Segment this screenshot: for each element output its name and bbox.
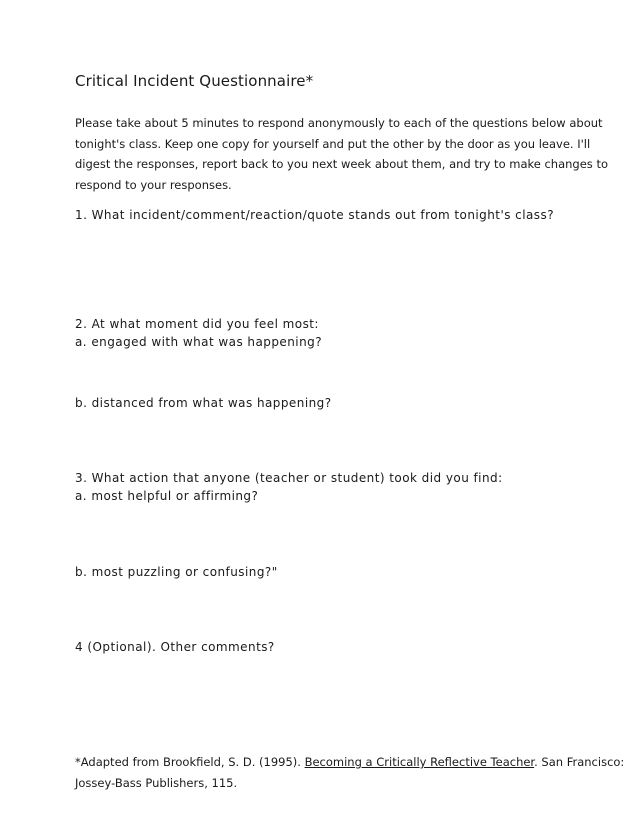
instructions-line: Please take about 5 minutes to respond anonymously to each of the questions below about (75, 116, 603, 130)
citation-prefix: *Adapted from Brookfield, S. D. (1995). (75, 755, 305, 769)
instructions-line: respond to your responses. (75, 177, 232, 192)
citation-line-1 (75, 752, 625, 773)
question-2: 2. At what moment did you feel most: (75, 317, 319, 331)
citation-book-title: Becoming a Critically Reflective Teacher (304, 755, 535, 769)
instructions-line: tonight's class. Keep one copy for yourself and put the other by the door as you leave. I'll (75, 136, 591, 151)
question-3: 3. What action that anyone (teacher or student) took did you find: (75, 471, 503, 485)
question-3a: a. most helpful or affirming? (75, 489, 259, 503)
citation-suffix: . San Francisco: (534, 755, 625, 769)
citation-footnote (75, 752, 625, 794)
instructions-line: digest the responses, report back to you next week about them, and try to make changes to (75, 157, 608, 171)
question-1: 1. What incident/comment/reaction/quote stands out from tonight's class? (75, 208, 555, 222)
page-title: Critical Incident Questionnaire* (75, 72, 314, 90)
question-3b: b. most puzzling or confusing?" (75, 565, 278, 579)
question-2b: b. distanced from what was happening? (75, 396, 332, 410)
instructions-paragraph (75, 113, 608, 195)
question-2a: a. engaged with what was happening? (75, 335, 323, 349)
citation-line-2: Jossey-Bass Publishers, 115. (75, 776, 238, 790)
question-4: 4 (Optional). Other comments? (75, 640, 275, 654)
